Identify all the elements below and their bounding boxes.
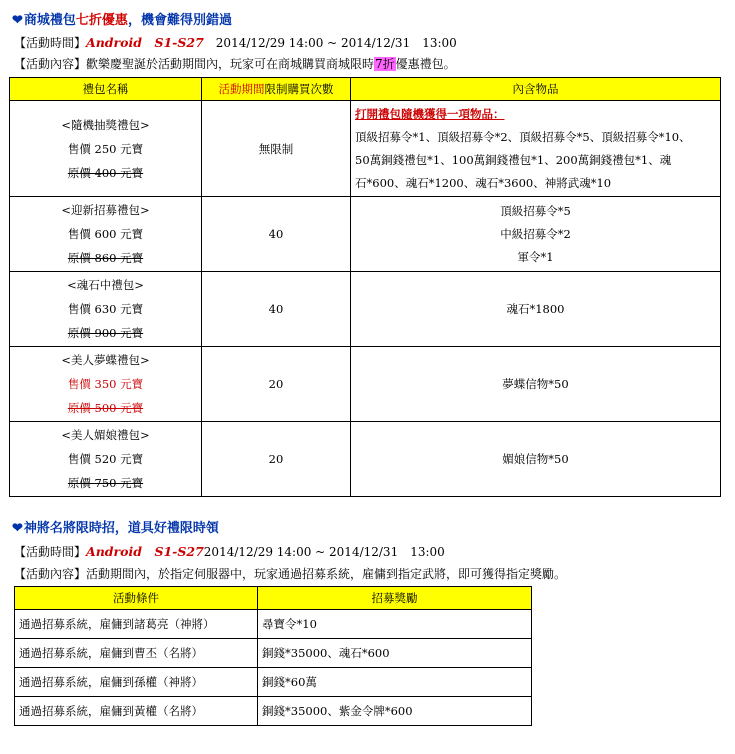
- header-package-name: 禮包名稱: [10, 78, 202, 101]
- package-cell: <迎新招募禮包> 售價 600 元寶 原價 860 元寶: [10, 197, 202, 272]
- condition-cell: 通過招募系統，雇傭到曹丕（名將）: [15, 639, 258, 668]
- table-row: [15, 639, 532, 668]
- table-row: [15, 668, 532, 697]
- items-cell: 媚娘信物*50: [351, 422, 721, 497]
- heart-icon: ❤: [12, 13, 23, 28]
- table-row: [10, 422, 721, 497]
- limit-cell: 20: [202, 422, 351, 497]
- section1-title: ❤商城禮包七折優惠，機會難得別錯過: [12, 13, 232, 28]
- package-cell: <美人媚娘禮包> 售價 520 元寶 原價 750 元寶: [10, 422, 202, 497]
- package-table: [9, 77, 721, 497]
- reward-table: [14, 586, 532, 726]
- limit-cell: 40: [202, 272, 351, 347]
- condition-cell: 通過招募系統，雇傭到諸葛亮（神將）: [15, 610, 258, 639]
- table-row: [10, 347, 721, 422]
- items-cell: 夢蝶信物*50: [351, 347, 721, 422]
- package-cell: <美人夢蝶禮包> 售價 350 元寶 原價 500 元寶: [10, 347, 202, 422]
- table-row: [15, 610, 532, 639]
- table-row: [15, 697, 532, 726]
- table-header-row: [10, 78, 721, 101]
- section2-title: ❤神將名將限時招，道具好禮限時領: [12, 521, 219, 536]
- heart-icon: ❤: [12, 521, 23, 536]
- limit-cell: 20: [202, 347, 351, 422]
- condition-cell: 通過招募系統，雇傭到孫權（神將）: [15, 668, 258, 697]
- header-condition: 活動條件: [15, 587, 258, 610]
- reward-cell: 銅錢*60萬: [258, 668, 532, 697]
- package-cell: <魂石中禮包> 售價 630 元寶 原價 900 元寶: [10, 272, 202, 347]
- limit-cell: 40: [202, 197, 351, 272]
- table-row: [10, 101, 721, 197]
- table-row: [10, 197, 721, 272]
- header-limit: 活動期間限制購買次數: [202, 78, 351, 101]
- reward-cell: 尋寶令*10: [258, 610, 532, 639]
- items-cell: 打開禮包隨機獲得一項物品： 頂級招募令*1、頂級招募令*2、頂級招募令*5、頂級招募令*10、 50萬銅錢禮包*1、100萬銅錢禮包*1、200萬銅錢禮包*1、魂 石*600、魂石*1200、魂石*3600、神將武魂*10: [351, 101, 721, 197]
- reward-cell: 銅錢*35000、紫金令牌*600: [258, 697, 532, 726]
- header-reward: 招募獎勵: [258, 587, 532, 610]
- package-cell: <隨機抽獎禮包> 售價 250 元寶 原價 400 元寶: [10, 101, 202, 197]
- section1-time: 【活動時間】Android S1-S27 2014/12/29 14:00 ~ 2014/12/31 13:00: [14, 35, 457, 50]
- header-items: 內含物品: [351, 78, 721, 101]
- section1-content: 【活動內容】歡樂慶聖誕於活動期間內，玩家可在商城購買商城限時7折優惠禮包。: [14, 57, 456, 71]
- reward-cell: 銅錢*35000、魂石*600: [258, 639, 532, 668]
- table-header-row: [15, 587, 532, 610]
- items-cell: 魂石*1800: [351, 272, 721, 347]
- discount-highlight: 7折: [375, 57, 395, 71]
- platform-label: Android S1-S27: [86, 544, 204, 559]
- section2-time: 【活動時間】Android S1-S272014/12/29 14:00 ~ 2014/12/31 13:00: [14, 544, 445, 559]
- platform-label: Android S1-S27: [86, 35, 204, 50]
- section2-content: 【活動內容】活動期間內，於指定伺服器中，玩家通過招募系統，雇傭到指定武將，即可獲得指定獎勵。: [14, 567, 567, 581]
- limit-cell: 無限制: [202, 101, 351, 197]
- table-row: [10, 272, 721, 347]
- condition-cell: 通過招募系統，雇傭到黃權（名將）: [15, 697, 258, 726]
- items-cell: 頂級招募令*5 中級招募令*2 軍令*1: [351, 197, 721, 272]
